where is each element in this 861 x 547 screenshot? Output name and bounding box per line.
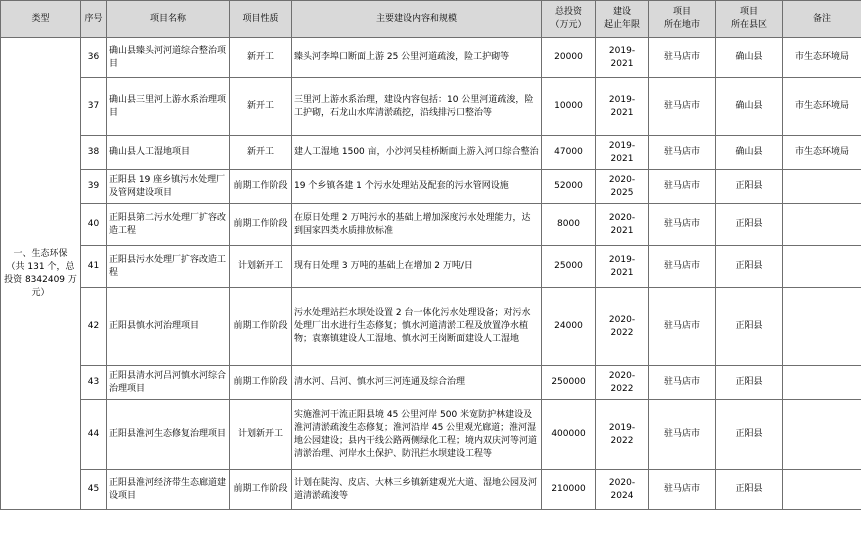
header-content-label: 主要建设内容和规模 — [375, 13, 457, 24]
header-type-label: 类型 — [31, 13, 50, 24]
remark-cell — [783, 246, 861, 288]
table-row — [1, 78, 861, 136]
header-invest — [542, 1, 596, 38]
county-cell: 正阳县 — [716, 170, 783, 204]
remark-cell — [783, 170, 861, 204]
name-cell: 确山县三里河上游水系治理项目 — [107, 78, 230, 136]
seq-cell: 37 — [81, 78, 107, 136]
header-name — [107, 1, 230, 38]
header-city — [649, 1, 716, 38]
nature-cell: 新开工 — [230, 38, 292, 78]
remark-cell: 市生态环境局 — [783, 38, 861, 78]
period-cell: 2020-2021 — [596, 204, 649, 246]
category-cell: 一、生态环保 （共 131 个，总投资 8342409 万元） — [1, 38, 81, 510]
county-cell: 正阳县 — [716, 288, 783, 366]
remark-cell — [783, 470, 861, 510]
invest-cell: 25000 — [542, 246, 596, 288]
seq-cell: 40 — [81, 204, 107, 246]
seq-cell: 42 — [81, 288, 107, 366]
nature-cell: 计划新开工 — [230, 246, 292, 288]
table-row — [1, 288, 861, 366]
period-cell: 2019-2021 — [596, 78, 649, 136]
period-cell: 2019-2021 — [596, 38, 649, 78]
nature-cell: 计划新开工 — [230, 400, 292, 470]
name-cell: 正阳县淮河生态修复治理项目 — [107, 400, 230, 470]
content-cell: 计划在陡沟、皮店、大林三乡镇新建观光大道、湿地公园及河道清淤疏浚等 — [292, 470, 542, 510]
invest-cell: 400000 — [542, 400, 596, 470]
name-cell: 正阳县污水处理厂扩容改造工程 — [107, 246, 230, 288]
header-remark-label: 备注 — [812, 13, 831, 24]
content-cell: 在原日处理 2 万吨污水的基础上增加深度污水处理能力，达到国家四类水质排放标准 — [292, 204, 542, 246]
seq-cell: 38 — [81, 136, 107, 170]
county-cell: 确山县 — [716, 136, 783, 170]
remark-cell — [783, 288, 861, 366]
header-invest-label: 总投资 （万元） — [550, 7, 587, 30]
table-row — [1, 38, 861, 78]
period-cell: 2019-2021 — [596, 136, 649, 170]
county-cell: 正阳县 — [716, 400, 783, 470]
period-cell: 2020-2025 — [596, 170, 649, 204]
content-cell: 建人工湿地 1500 亩，小沙河吴桂桥断面上游入河口综合整治 — [292, 136, 542, 170]
table-row — [1, 470, 861, 510]
seq-cell: 44 — [81, 400, 107, 470]
invest-cell: 20000 — [542, 38, 596, 78]
city-cell: 驻马店市 — [649, 78, 716, 136]
period-cell: 2020-2024 — [596, 470, 649, 510]
remark-cell: 市生态环境局 — [783, 136, 861, 170]
period-cell: 2019-2022 — [596, 400, 649, 470]
remark-cell — [783, 366, 861, 400]
table-row — [1, 246, 861, 288]
county-cell: 正阳县 — [716, 204, 783, 246]
table-body — [1, 38, 861, 510]
table-row — [1, 204, 861, 246]
invest-cell: 10000 — [542, 78, 596, 136]
remark-cell — [783, 400, 861, 470]
table-row — [1, 366, 861, 400]
invest-cell: 47000 — [542, 136, 596, 170]
invest-cell: 8000 — [542, 204, 596, 246]
name-cell: 确山县人工湿地项目 — [107, 136, 230, 170]
header-city-label: 项目 所在地市 — [663, 7, 700, 30]
seq-cell: 43 — [81, 366, 107, 400]
name-cell: 正阳县淮河经济带生态廊道建设项目 — [107, 470, 230, 510]
table-row — [1, 136, 861, 170]
nature-cell: 前期工作阶段 — [230, 288, 292, 366]
name-cell: 正阳县清水河吕河慎水河综合治理项目 — [107, 366, 230, 400]
city-cell: 驻马店市 — [649, 400, 716, 470]
city-cell: 驻马店市 — [649, 136, 716, 170]
header-period-label: 建设 起止年限 — [603, 7, 640, 30]
county-cell: 正阳县 — [716, 366, 783, 400]
city-cell: 驻马店市 — [649, 38, 716, 78]
invest-cell: 250000 — [542, 366, 596, 400]
seq-cell: 36 — [81, 38, 107, 78]
table-row — [1, 400, 861, 470]
city-cell: 驻马店市 — [649, 204, 716, 246]
header-content — [292, 1, 542, 38]
remark-cell — [783, 204, 861, 246]
invest-cell: 52000 — [542, 170, 596, 204]
county-cell: 正阳县 — [716, 470, 783, 510]
invest-cell: 24000 — [542, 288, 596, 366]
nature-cell: 前期工作阶段 — [230, 470, 292, 510]
seq-cell: 39 — [81, 170, 107, 204]
table-row — [1, 170, 861, 204]
content-cell: 臻头河李埠口断面上游 25 公里河道疏浚，险工护砌等 — [292, 38, 542, 78]
invest-cell: 210000 — [542, 470, 596, 510]
content-cell: 实施淮河干流正阳县境 45 公里河岸 500 米宽防护林建设及淮河清淤疏浚生态修复；淮河沿岸 45 公里观光廊道；淮河湿地公园建设；县内干线公路两侧绿化工程；境内双庆河等河道清淤治理、河岸水土保护、防汛拦水坝建设工程等 — [292, 400, 542, 470]
city-cell: 驻马店市 — [649, 470, 716, 510]
county-cell: 确山县 — [716, 38, 783, 78]
content-cell: 现有日处理 3 万吨的基础上在增加 2 万吨/日 — [292, 246, 542, 288]
nature-cell: 前期工作阶段 — [230, 170, 292, 204]
seq-cell: 41 — [81, 246, 107, 288]
city-cell: 驻马店市 — [649, 288, 716, 366]
name-cell: 正阳县慎水河治理项目 — [107, 288, 230, 366]
seq-cell: 45 — [81, 470, 107, 510]
period-cell: 2020-2022 — [596, 366, 649, 400]
name-cell: 确山县臻头河河道综合整治项目 — [107, 38, 230, 78]
header-nature — [230, 1, 292, 38]
header-seq-label: 序号 — [84, 13, 103, 24]
content-cell: 清水河、吕河、慎水河三河连通及综合治理 — [292, 366, 542, 400]
nature-cell: 新开工 — [230, 78, 292, 136]
name-cell: 正阳县 19 座乡镇污水处理厂及管网建设项目 — [107, 170, 230, 204]
header-type — [1, 1, 81, 38]
header-name-label: 项目名称 — [149, 13, 186, 24]
content-cell: 污水处理站拦水坝处设置 2 台一体化污水处理设备；对污水处理厂出水进行生态修复；慎水河道清淤工程及放置净水植物；袁寨镇建设人工湿地、慎水河王岗断面建设人工湿地 — [292, 288, 542, 366]
name-cell: 正阳县第二污水处理厂扩容改造工程 — [107, 204, 230, 246]
content-cell: 19 个乡镇各建 1 个污水处理站及配套的污水管网设施 — [292, 170, 542, 204]
header-county-label: 项目 所在县区 — [730, 7, 767, 30]
nature-cell: 前期工作阶段 — [230, 366, 292, 400]
period-cell: 2020-2022 — [596, 288, 649, 366]
city-cell: 驻马店市 — [649, 366, 716, 400]
county-cell: 确山县 — [716, 78, 783, 136]
city-cell: 驻马店市 — [649, 246, 716, 288]
remark-cell: 市生态环境局 — [783, 78, 861, 136]
header-remark — [783, 1, 861, 38]
nature-cell: 新开工 — [230, 136, 292, 170]
header-nature-label: 项目性质 — [242, 13, 279, 24]
nature-cell: 前期工作阶段 — [230, 204, 292, 246]
header-seq — [81, 1, 107, 38]
city-cell: 驻马店市 — [649, 170, 716, 204]
header-row — [1, 1, 861, 38]
period-cell: 2019-2021 — [596, 246, 649, 288]
header-county — [716, 1, 783, 38]
header-period — [596, 1, 649, 38]
content-cell: 三里河上游水系治理，建设内容包括：10 公里河道疏浚，险工护砌，石龙山水库清淤疏挖，沿线排污口整治等 — [292, 78, 542, 136]
county-cell: 正阳县 — [716, 246, 783, 288]
